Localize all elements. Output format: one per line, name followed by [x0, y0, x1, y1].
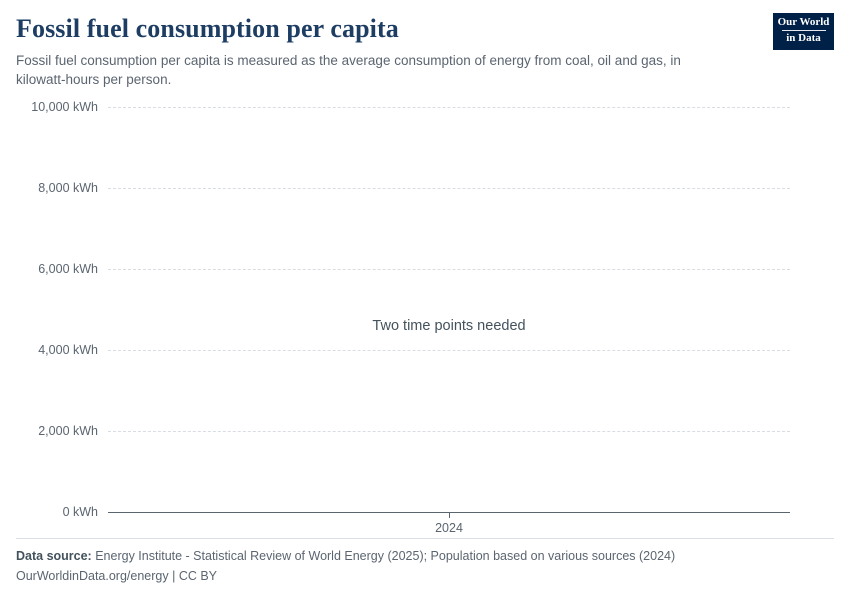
x-axis-tick-label: 2024 — [435, 521, 463, 536]
y-axis-tick-label: 8,000 kWh — [38, 181, 98, 196]
owid-logo-line1: Our World — [777, 16, 830, 28]
chart-subtitle: Fossil fuel consumption per capita is measured as the average consumption of energy from coal, oil and gas, in kilowatt-hours per person. — [16, 52, 681, 87]
owid-logo-divider — [782, 30, 826, 31]
data-source-line — [16, 547, 834, 566]
owid-logo[interactable] — [773, 13, 834, 50]
x-axis-tickmark — [449, 513, 450, 518]
y-axis-tick-label: 4,000 kWh — [38, 343, 98, 358]
y-axis-tick-label: 6,000 kWh — [38, 262, 98, 277]
chart-footer — [16, 538, 834, 586]
gridline — [108, 188, 790, 189]
page-title: Fossil fuel consumption per capita — [16, 14, 399, 43]
gridline — [108, 269, 790, 270]
data-source-label: Data source: — [16, 549, 92, 564]
gridline — [108, 350, 790, 351]
plot-area — [16, 100, 834, 537]
license-text: | CC BY — [168, 568, 218, 583]
chart-header — [16, 0, 834, 89]
y-axis-tick-label: 0 kWh — [62, 505, 98, 520]
owid-energy-link[interactable]: OurWorldinData.org/energy — [16, 568, 169, 583]
y-axis-tick-label: 10,000 kWh — [31, 100, 98, 115]
y-axis-tick-label: 2,000 kWh — [38, 424, 98, 439]
gridline — [108, 431, 790, 432]
chart-empty-message: Two time points needed — [372, 317, 526, 334]
data-source-text: Energy Institute - Statistical Review of World Energy (2025); Population based on various sources (2024) — [95, 549, 676, 564]
gridline — [108, 107, 790, 108]
license-line — [16, 567, 834, 586]
owid-logo-line2: in Data — [786, 31, 821, 44]
